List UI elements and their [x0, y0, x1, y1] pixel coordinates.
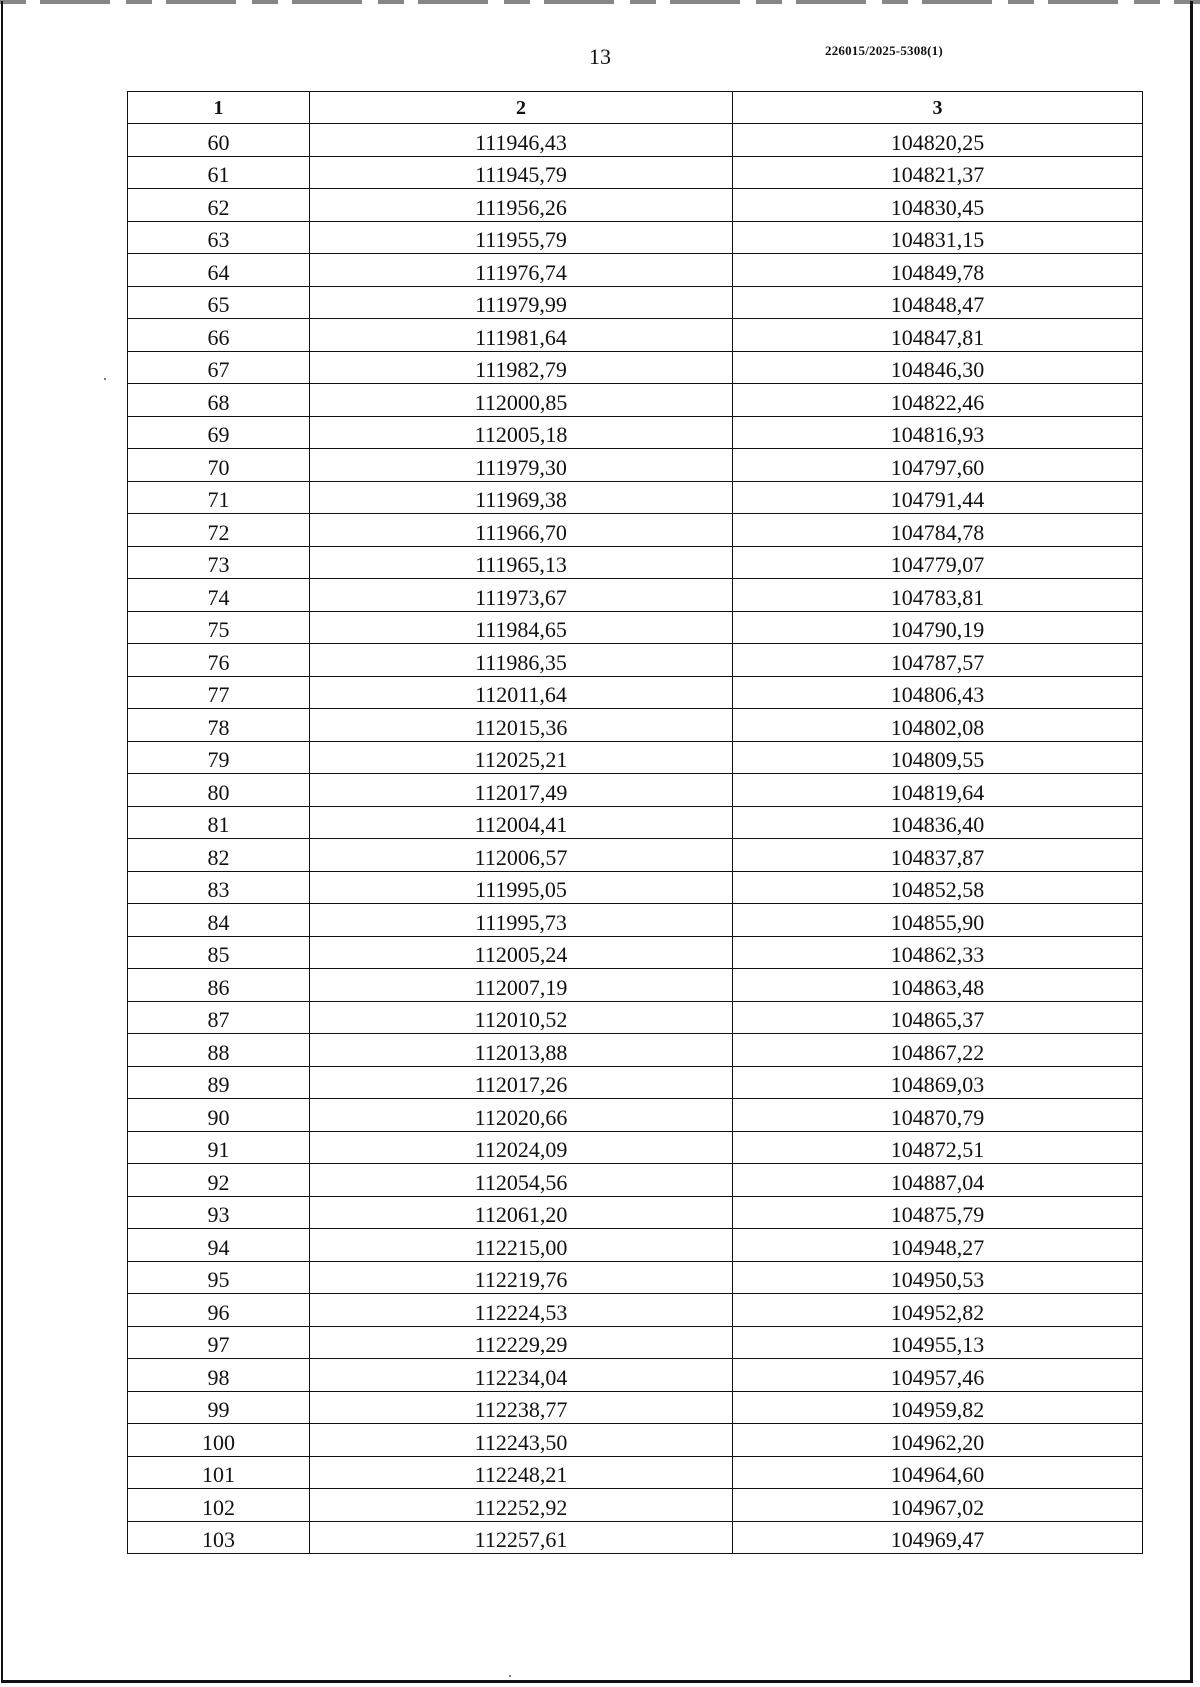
point-number-cell: 88 — [128, 1034, 310, 1067]
point-number-cell: 80 — [128, 774, 310, 807]
coordinate-x-cell: 112243,50 — [310, 1424, 733, 1457]
table-row — [128, 1229, 1143, 1262]
table-row — [128, 1099, 1143, 1132]
coordinate-y-cell: 104791,44 — [733, 481, 1143, 514]
coordinate-x-cell: 112004,41 — [310, 806, 733, 839]
table-row — [128, 969, 1143, 1002]
coordinate-x-cell: 112238,77 — [310, 1391, 733, 1424]
point-number-cell: 78 — [128, 709, 310, 742]
coordinate-y-cell: 104790,19 — [733, 611, 1143, 644]
point-number-cell: 77 — [128, 676, 310, 709]
table-row — [128, 676, 1143, 709]
coordinate-y-cell: 104848,47 — [733, 286, 1143, 319]
coordinate-x-cell: 112005,18 — [310, 416, 733, 449]
table-row — [128, 221, 1143, 254]
coordinate-x-cell: 112025,21 — [310, 741, 733, 774]
coordinate-x-cell: 112257,61 — [310, 1521, 733, 1554]
coordinate-x-cell: 112054,56 — [310, 1164, 733, 1197]
point-number-cell: 98 — [128, 1359, 310, 1392]
table-row — [128, 1359, 1143, 1392]
table-row — [128, 449, 1143, 482]
point-number-cell: 60 — [128, 124, 310, 157]
table-row — [128, 1196, 1143, 1229]
coordinate-y-cell: 104821,37 — [733, 156, 1143, 189]
point-number-cell: 63 — [128, 221, 310, 254]
point-number-cell: 79 — [128, 741, 310, 774]
point-number-cell: 61 — [128, 156, 310, 189]
coordinate-y-cell: 104849,78 — [733, 254, 1143, 287]
point-number-cell: 95 — [128, 1261, 310, 1294]
table-row — [128, 1424, 1143, 1457]
table-row — [128, 1066, 1143, 1099]
table-row — [128, 774, 1143, 807]
point-number-cell: 102 — [128, 1489, 310, 1522]
page-number: 13 — [589, 44, 611, 69]
point-number-cell: 100 — [128, 1424, 310, 1457]
table-row — [128, 546, 1143, 579]
table-row — [128, 1326, 1143, 1359]
point-number-cell: 62 — [128, 189, 310, 222]
point-number-cell: 93 — [128, 1196, 310, 1229]
coordinate-y-cell: 104950,53 — [733, 1261, 1143, 1294]
coordinate-y-cell: 104822,46 — [733, 384, 1143, 417]
table-row — [128, 319, 1143, 352]
coordinate-y-cell: 104967,02 — [733, 1489, 1143, 1522]
coordinate-x-cell: 112061,20 — [310, 1196, 733, 1229]
table-row — [128, 1261, 1143, 1294]
coordinate-x-cell: 112015,36 — [310, 709, 733, 742]
table-header — [128, 92, 1143, 124]
table-row — [128, 644, 1143, 677]
point-number-cell: 89 — [128, 1066, 310, 1099]
document-reference: 226015/2025-5308(1) — [825, 43, 943, 58]
coordinate-x-cell: 112011,64 — [310, 676, 733, 709]
point-number-cell: 92 — [128, 1164, 310, 1197]
coordinate-x-cell: 111973,67 — [310, 579, 733, 612]
point-number-cell: 94 — [128, 1229, 310, 1262]
coordinate-x-cell: 112010,52 — [310, 1001, 733, 1034]
coordinate-y-cell: 104887,04 — [733, 1164, 1143, 1197]
coordinate-y-cell: 104783,81 — [733, 579, 1143, 612]
coordinate-x-cell: 112024,09 — [310, 1131, 733, 1164]
coordinates-table-container — [127, 91, 1142, 1554]
table-row — [128, 1391, 1143, 1424]
table-row — [128, 806, 1143, 839]
table-row — [128, 286, 1143, 319]
coordinate-y-cell: 104870,79 — [733, 1099, 1143, 1132]
coordinate-x-cell: 111981,64 — [310, 319, 733, 352]
coordinate-y-cell: 104779,07 — [733, 546, 1143, 579]
coordinate-x-cell: 111956,26 — [310, 189, 733, 222]
table-row — [128, 351, 1143, 384]
coordinate-y-cell: 104969,47 — [733, 1521, 1143, 1554]
coordinate-y-cell: 104875,79 — [733, 1196, 1143, 1229]
scan-speck — [509, 1675, 511, 1677]
table-row — [128, 254, 1143, 287]
point-number-cell: 96 — [128, 1294, 310, 1327]
table-row — [128, 1294, 1143, 1327]
coordinate-y-cell: 104837,87 — [733, 839, 1143, 872]
coordinate-y-cell: 104872,51 — [733, 1131, 1143, 1164]
coordinate-y-cell: 104955,13 — [733, 1326, 1143, 1359]
coordinate-x-cell: 112248,21 — [310, 1456, 733, 1489]
coordinate-y-cell: 104819,64 — [733, 774, 1143, 807]
coordinate-y-cell: 104806,43 — [733, 676, 1143, 709]
table-row — [128, 741, 1143, 774]
table-row — [128, 1521, 1143, 1554]
table-row — [128, 1456, 1143, 1489]
column-header-2: 2 — [310, 92, 733, 124]
column-header-3: 3 — [733, 92, 1143, 124]
scan-speck — [104, 378, 106, 380]
table-row — [128, 156, 1143, 189]
coordinate-y-cell: 104869,03 — [733, 1066, 1143, 1099]
table-row — [128, 709, 1143, 742]
coordinate-y-cell: 104852,58 — [733, 871, 1143, 904]
coordinate-y-cell: 104830,45 — [733, 189, 1143, 222]
point-number-cell: 70 — [128, 449, 310, 482]
table-row — [128, 904, 1143, 937]
table-row — [128, 1001, 1143, 1034]
coordinate-x-cell: 111995,05 — [310, 871, 733, 904]
column-header-1: 1 — [128, 92, 310, 124]
coordinates-table — [127, 91, 1143, 1554]
point-number-cell: 73 — [128, 546, 310, 579]
point-number-cell: 103 — [128, 1521, 310, 1554]
coordinate-y-cell: 104787,57 — [733, 644, 1143, 677]
coordinate-y-cell: 104862,33 — [733, 936, 1143, 969]
point-number-cell: 66 — [128, 319, 310, 352]
table-row — [128, 839, 1143, 872]
coordinate-x-cell: 112234,04 — [310, 1359, 733, 1392]
point-number-cell: 69 — [128, 416, 310, 449]
coordinate-y-cell: 104948,27 — [733, 1229, 1143, 1262]
coordinate-x-cell: 111946,43 — [310, 124, 733, 157]
coordinate-y-cell: 104802,08 — [733, 709, 1143, 742]
coordinate-x-cell: 111995,73 — [310, 904, 733, 937]
coordinate-y-cell: 104962,20 — [733, 1424, 1143, 1457]
coordinate-x-cell: 112215,00 — [310, 1229, 733, 1262]
coordinate-y-cell: 104847,81 — [733, 319, 1143, 352]
point-number-cell: 72 — [128, 514, 310, 547]
point-number-cell: 75 — [128, 611, 310, 644]
table-row — [128, 481, 1143, 514]
point-number-cell: 82 — [128, 839, 310, 872]
point-number-cell: 76 — [128, 644, 310, 677]
point-number-cell: 86 — [128, 969, 310, 1002]
header-row — [128, 92, 1143, 124]
coordinate-x-cell: 112005,24 — [310, 936, 733, 969]
coordinate-y-cell: 104820,25 — [733, 124, 1143, 157]
coordinate-x-cell: 112013,88 — [310, 1034, 733, 1067]
point-number-cell: 64 — [128, 254, 310, 287]
coordinate-x-cell: 111986,35 — [310, 644, 733, 677]
coordinate-x-cell: 111966,70 — [310, 514, 733, 547]
point-number-cell: 84 — [128, 904, 310, 937]
point-number-cell: 97 — [128, 1326, 310, 1359]
coordinate-y-cell: 104964,60 — [733, 1456, 1143, 1489]
table-row — [128, 124, 1143, 157]
coordinate-x-cell: 111969,38 — [310, 481, 733, 514]
point-number-cell: 67 — [128, 351, 310, 384]
point-number-cell: 91 — [128, 1131, 310, 1164]
coordinate-y-cell: 104855,90 — [733, 904, 1143, 937]
coordinate-x-cell: 112007,19 — [310, 969, 733, 1002]
coordinate-y-cell: 104836,40 — [733, 806, 1143, 839]
coordinate-y-cell: 104809,55 — [733, 741, 1143, 774]
coordinate-y-cell: 104959,82 — [733, 1391, 1143, 1424]
coordinate-x-cell: 111955,79 — [310, 221, 733, 254]
coordinate-y-cell: 104867,22 — [733, 1034, 1143, 1067]
coordinate-y-cell: 104797,60 — [733, 449, 1143, 482]
point-number-cell: 90 — [128, 1099, 310, 1132]
point-number-cell: 85 — [128, 936, 310, 969]
coordinate-x-cell: 112017,26 — [310, 1066, 733, 1099]
coordinate-x-cell: 111979,30 — [310, 449, 733, 482]
coordinate-x-cell: 111982,79 — [310, 351, 733, 384]
point-number-cell: 74 — [128, 579, 310, 612]
coordinate-x-cell: 112017,49 — [310, 774, 733, 807]
table-row — [128, 1164, 1143, 1197]
table-row — [128, 189, 1143, 222]
point-number-cell: 65 — [128, 286, 310, 319]
coordinate-x-cell: 111965,13 — [310, 546, 733, 579]
point-number-cell: 81 — [128, 806, 310, 839]
coordinate-x-cell: 111945,79 — [310, 156, 733, 189]
coordinate-x-cell: 111979,99 — [310, 286, 733, 319]
coordinate-x-cell: 112006,57 — [310, 839, 733, 872]
coordinate-x-cell: 111976,74 — [310, 254, 733, 287]
coordinate-y-cell: 104957,46 — [733, 1359, 1143, 1392]
coordinate-x-cell: 112224,53 — [310, 1294, 733, 1327]
coordinate-x-cell: 112000,85 — [310, 384, 733, 417]
point-number-cell: 71 — [128, 481, 310, 514]
table-row — [128, 384, 1143, 417]
coordinate-y-cell: 104952,82 — [733, 1294, 1143, 1327]
table-row — [128, 579, 1143, 612]
table-row — [128, 871, 1143, 904]
coordinate-x-cell: 112229,29 — [310, 1326, 733, 1359]
point-number-cell: 83 — [128, 871, 310, 904]
point-number-cell: 87 — [128, 1001, 310, 1034]
coordinate-x-cell: 112020,66 — [310, 1099, 733, 1132]
table-row — [128, 514, 1143, 547]
table-row — [128, 611, 1143, 644]
coordinate-y-cell: 104831,15 — [733, 221, 1143, 254]
point-number-cell: 99 — [128, 1391, 310, 1424]
table-row — [128, 416, 1143, 449]
coordinate-y-cell: 104846,30 — [733, 351, 1143, 384]
point-number-cell: 101 — [128, 1456, 310, 1489]
point-number-cell: 68 — [128, 384, 310, 417]
table-row — [128, 1034, 1143, 1067]
coordinate-y-cell: 104865,37 — [733, 1001, 1143, 1034]
table-row — [128, 1131, 1143, 1164]
coordinate-x-cell: 112219,76 — [310, 1261, 733, 1294]
coordinate-y-cell: 104784,78 — [733, 514, 1143, 547]
table-row — [128, 1489, 1143, 1522]
table-row — [128, 936, 1143, 969]
coordinate-y-cell: 104816,93 — [733, 416, 1143, 449]
coordinate-x-cell: 111984,65 — [310, 611, 733, 644]
table-body — [128, 124, 1143, 1554]
coordinate-y-cell: 104863,48 — [733, 969, 1143, 1002]
coordinate-x-cell: 112252,92 — [310, 1489, 733, 1522]
